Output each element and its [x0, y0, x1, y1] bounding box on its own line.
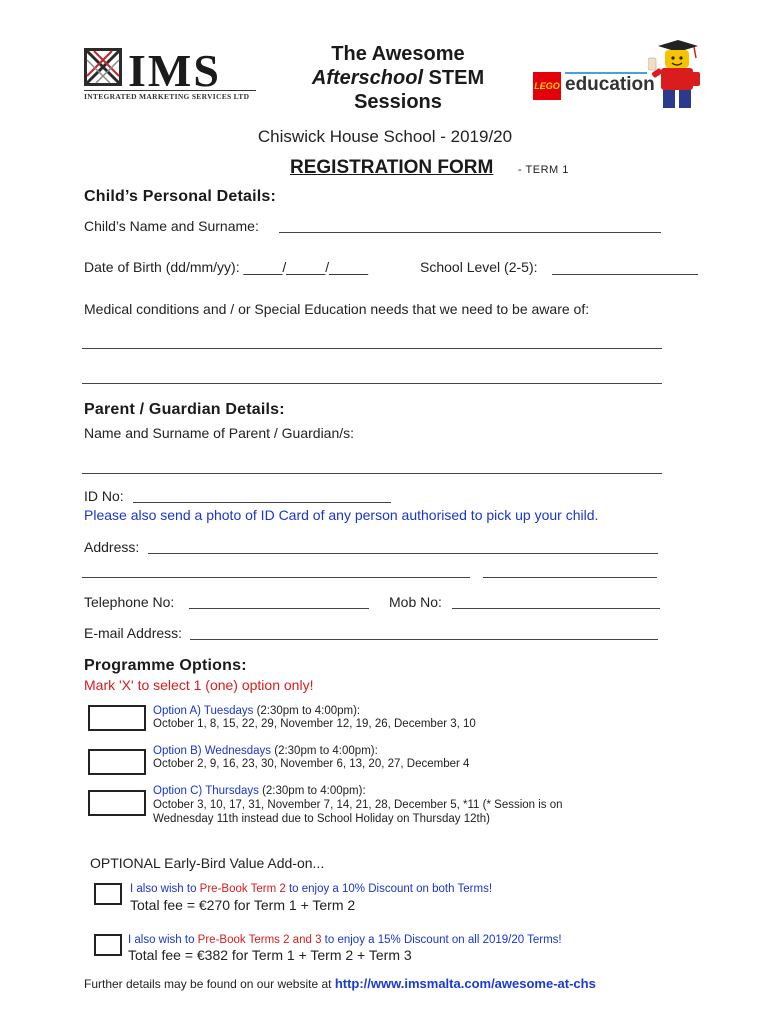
email-label: E-mail Address: [84, 625, 183, 641]
website-link[interactable]: http://www.imsmalta.com/awesome-at-chs [334, 976, 596, 991]
prebook-terms-2-3-fee: Total fee = €382 for Term 1 + Term 2 + Term 3 [128, 947, 412, 963]
address-label: Address: [84, 539, 140, 555]
lego-badge-text: LEGO [534, 81, 560, 91]
option-a-time: (2:30pm to 4:00pm): [253, 705, 361, 717]
prebook-term-2-checkbox[interactable] [94, 883, 122, 905]
prebook-terms-2-3-text [128, 934, 562, 946]
option-a-title [153, 705, 360, 717]
prebook-terms-2-3-post: to enjoy a 15% Discount on all 2019/20 Terms! [321, 934, 562, 946]
child-name-label: Child’s Name and Surname: [84, 218, 259, 234]
prebook-terms-2-3-highlight: Pre-Book Terms 2 and 3 [197, 934, 322, 946]
prebook-term-2-text [130, 883, 492, 895]
medical-needs-field-line-2[interactable] [82, 383, 662, 384]
id-photo-note: Please also send a photo of ID Card of any person authorised to pick up your child. [84, 507, 599, 523]
id-number-field[interactable] [133, 502, 391, 503]
option-c-checkbox[interactable] [88, 790, 146, 816]
telephone-field[interactable] [189, 608, 369, 609]
school-level-label: School Level (2-5): [420, 259, 538, 275]
option-c-name: Option C) Thursdays [153, 785, 259, 797]
id-number-label: ID No: [84, 488, 124, 504]
medical-needs-label: Medical conditions and / or Special Education needs that we need to be aware of: [84, 301, 590, 317]
child-details-heading: Child’s Personal Details: [84, 188, 277, 205]
medical-needs-field-line-1[interactable] [82, 348, 662, 349]
parent-details-heading: Parent / Guardian Details: [84, 401, 285, 418]
lego-education-text: education [565, 74, 655, 95]
mobile-field[interactable] [452, 608, 660, 609]
option-a-dates: October 1, 8, 15, 22, 29, November 12, 19, 26, December 3, 10 [153, 718, 476, 730]
address-field-line-1[interactable] [148, 553, 658, 554]
prebook-terms-2-3-pre: I also wish to [128, 934, 198, 946]
option-b-name: Option B) Wednesdays [153, 745, 272, 757]
ims-logo-text: IMS [128, 45, 221, 96]
footer-text: Further details may be found on our website at [84, 977, 335, 991]
option-b-title [153, 745, 378, 757]
prebook-term-2-post: to enjoy a 10% Discount on both Terms! [285, 883, 493, 895]
option-c-time: (2:30pm to 4:00pm): [258, 785, 366, 797]
footer [84, 975, 596, 993]
title-line-1: The Awesome [331, 43, 465, 65]
ims-logo-subtitle: INTEGRATED MARKETING SERVICES LTD [84, 90, 256, 101]
prebook-term-2-fee: Total fee = €270 for Term 1 + Term 2 [130, 897, 356, 913]
option-c-title [153, 785, 366, 797]
date-of-birth-label: Date of Birth (dd/mm/yy): _____/_____/_____ [84, 259, 369, 275]
school-name: Chiswick House School - 2019/20 [257, 127, 513, 146]
mobile-label: Mob No: [389, 594, 442, 610]
option-b-dates: October 2, 9, 16, 23, 30, November 6, 13, 20, 27, December 4 [153, 758, 470, 770]
parent-name-label: Name and Surname of Parent / Guardian/s: [84, 425, 355, 441]
lego-minifigure-icon [648, 38, 702, 110]
parent-name-field[interactable] [82, 473, 662, 474]
form-title: REGISTRATION FORM [290, 157, 494, 178]
programme-instruction: Mark 'X' to select 1 (one) option only! [84, 677, 314, 693]
option-c-dates: October 3, 10, 17, 31, November 7, 14, 21, 28, December 5, *11 (* Session is on [153, 799, 563, 811]
title-italic-word: Afterschool [311, 67, 423, 89]
prebook-term-2-highlight: Pre-Book Term 2 [199, 883, 286, 895]
title-line-2 [283, 66, 513, 90]
address-field-line-2[interactable] [82, 577, 470, 578]
option-a-name: Option A) Tuesdays [153, 705, 254, 717]
prebook-terms-2-3-checkbox[interactable] [94, 934, 122, 956]
programme-options-heading: Programme Options: [84, 657, 247, 674]
page-title [283, 42, 513, 114]
term-label: - TERM 1 [518, 164, 569, 176]
prebook-term-2-pre: I also wish to [130, 883, 200, 895]
email-field[interactable] [190, 639, 658, 640]
school-level-field[interactable] [552, 274, 698, 275]
early-bird-heading: OPTIONAL Early-Bird Value Add-on... [90, 855, 325, 871]
title-line-2-rest: STEM [423, 67, 485, 89]
option-c-dates-continued: Wednesday 11th instead due to School Holiday on Thursday 12th) [153, 813, 490, 825]
ims-logo [84, 45, 256, 102]
ims-logo-mark-icon [84, 48, 122, 86]
option-b-checkbox[interactable] [88, 749, 146, 775]
telephone-label: Telephone No: [84, 594, 175, 610]
title-line-3: Sessions [354, 91, 442, 113]
option-b-time: (2:30pm to 4:00pm): [271, 745, 378, 757]
option-a-checkbox[interactable] [88, 705, 146, 731]
child-name-field[interactable] [279, 232, 661, 233]
lego-logo-badge [533, 72, 561, 100]
address-postcode-field[interactable] [483, 577, 657, 578]
